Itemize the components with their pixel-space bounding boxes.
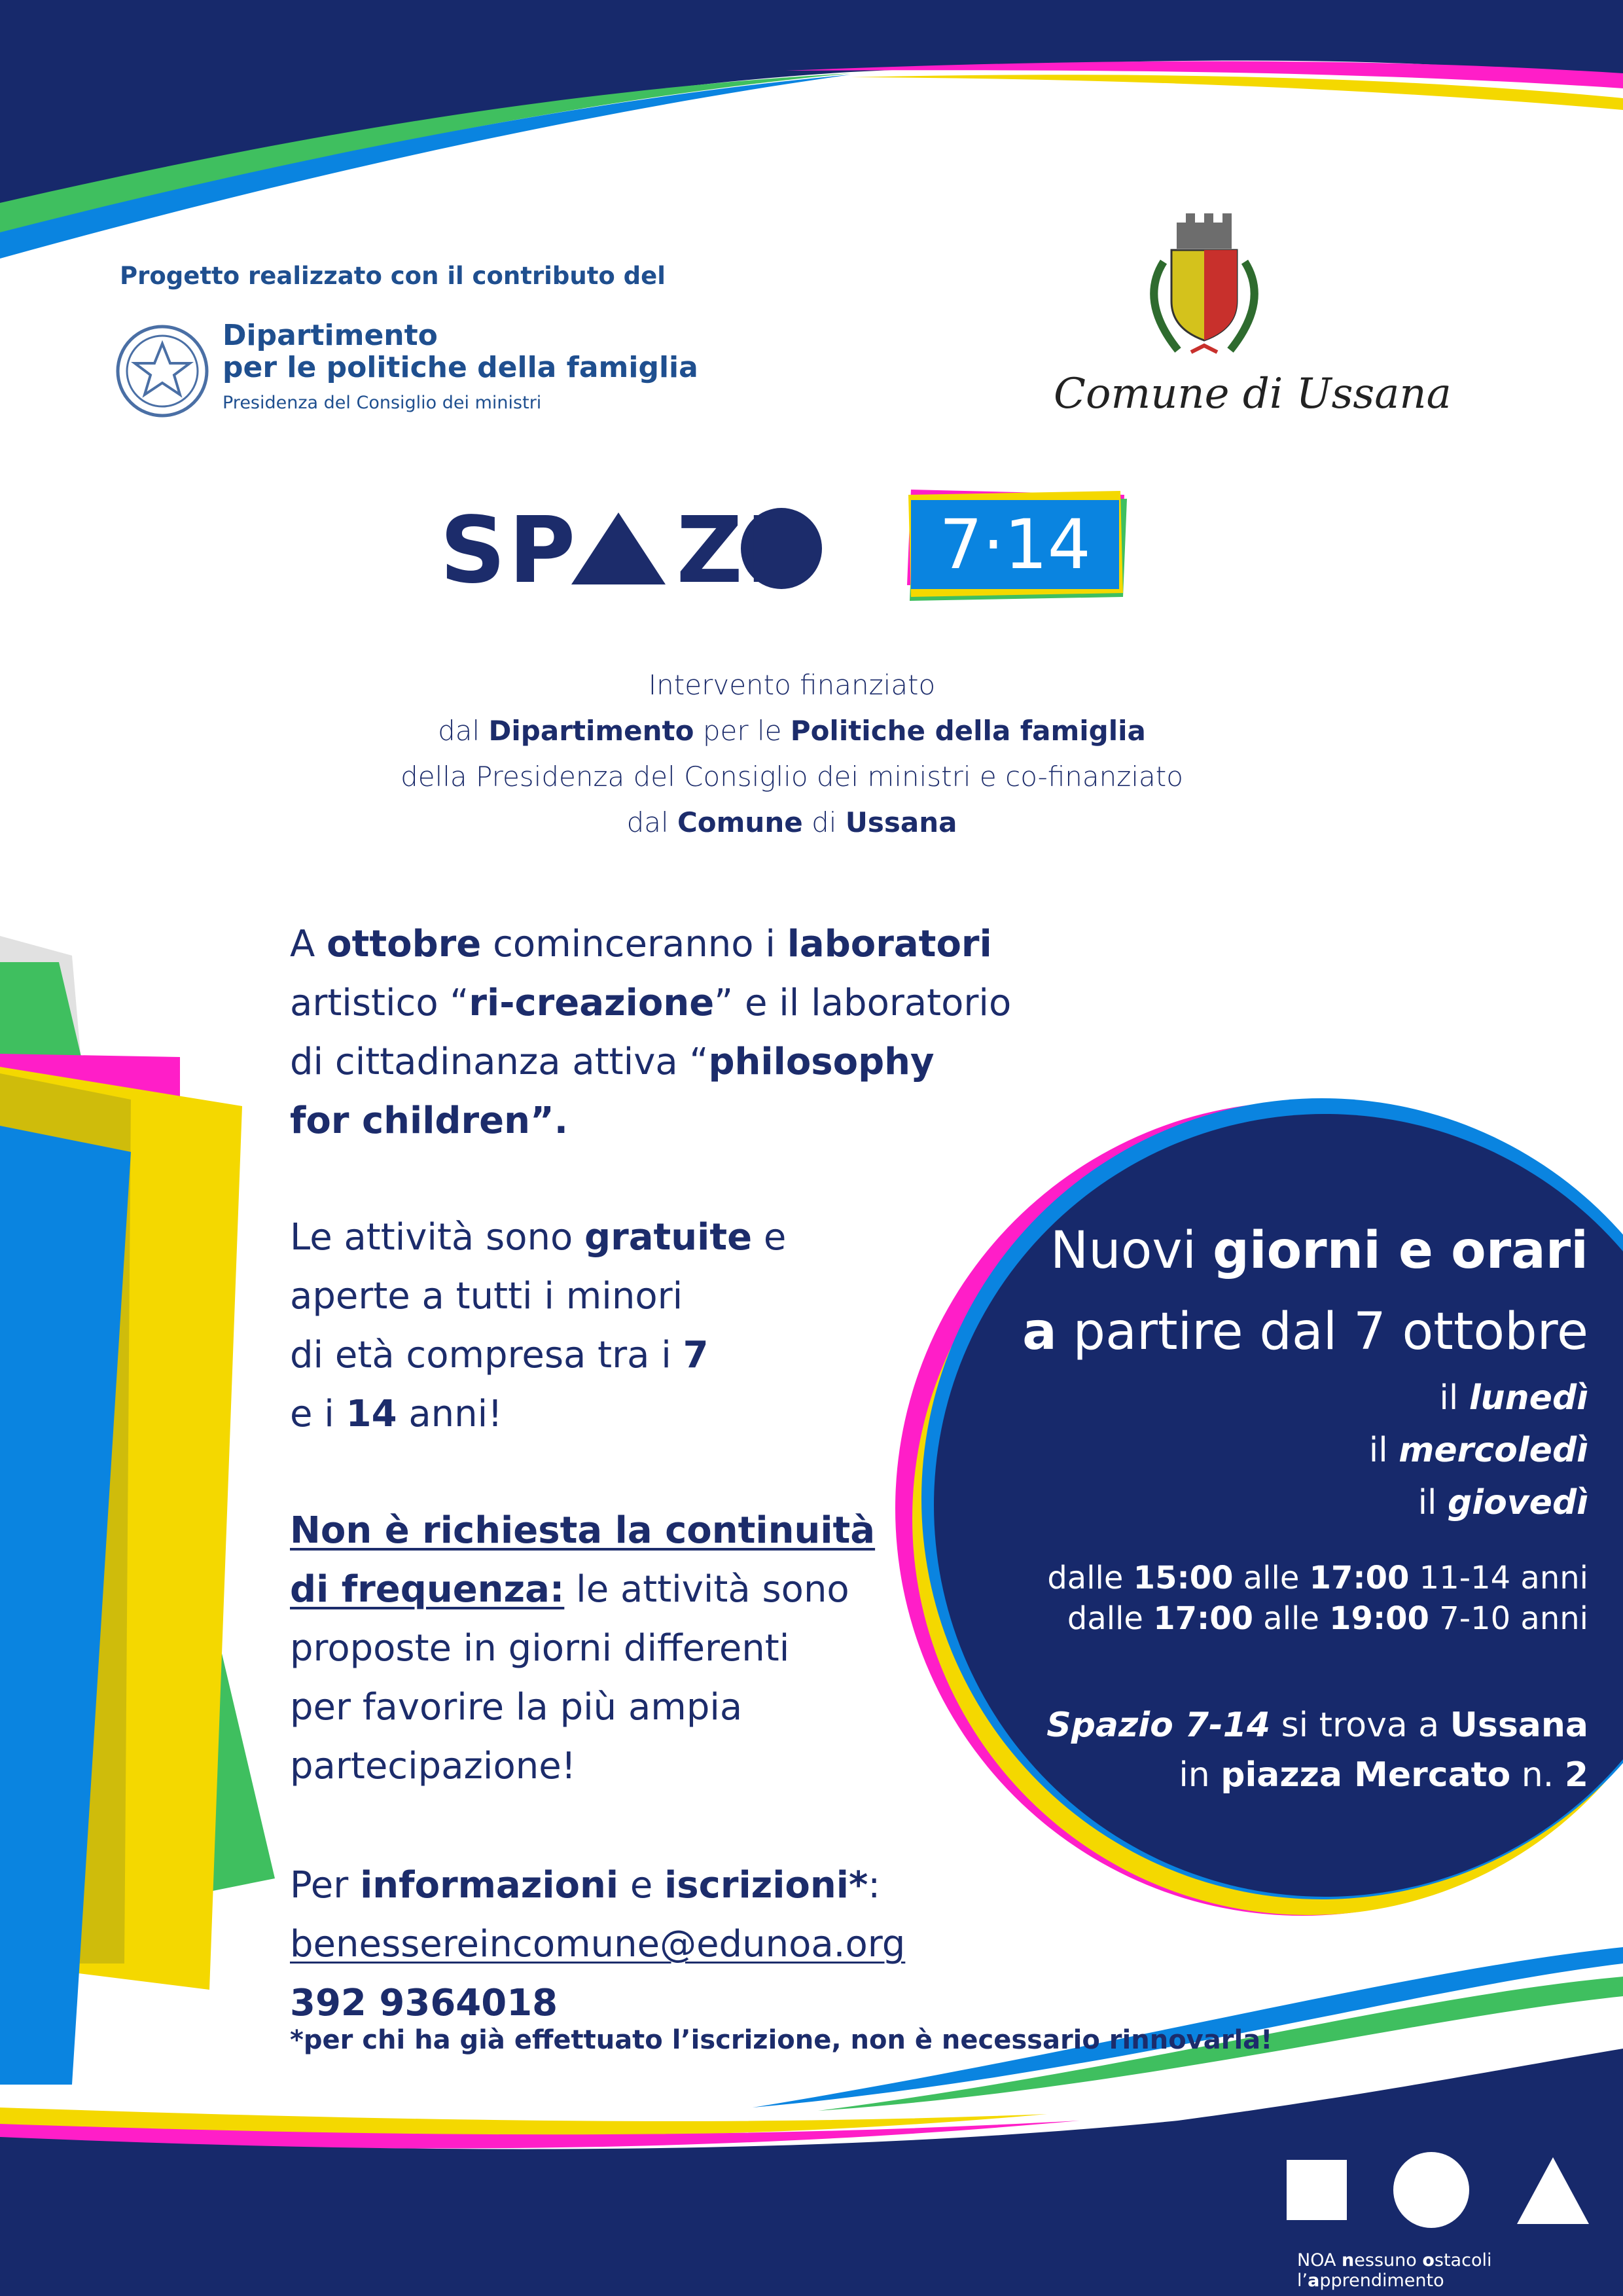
- noa-square-icon: [1287, 2160, 1347, 2220]
- ussana-coat-of-arms-icon: [1154, 213, 1254, 352]
- funding-line4: dal Comune di Ussana: [626, 806, 957, 838]
- circle-location: Spazio 7-14 si trova a Ussana in piazza Mercato n. 2: [1046, 1706, 1588, 1795]
- spazio-logo-zi: ZI: [676, 497, 783, 604]
- comune-name: Comune di Ussana: [1054, 370, 1452, 418]
- paragraph-laboratories: A ottobre cominceranno i laboratori artistico “ri-creazione” e il laboratorio di cittadinanza attiva “philosophy for children”.: [290, 923, 1012, 1142]
- department-name-line1: Dipartimento: [223, 319, 438, 352]
- spazio-logo: [440, 497, 783, 604]
- paragraph-free-activities: Le attività sono gratuite e aperte a tutti i minori di età compresa tra i 7 e i 14 anni!: [290, 1216, 787, 1435]
- contact-email-link[interactable]: benessereincomune@edunoa.org: [290, 1923, 906, 1965]
- paragraph-contacts: Per informazioni e iscrizioni*: benessereincomune@edunoa.org 392 9364018: [290, 1864, 906, 2024]
- funding-line1: Intervento finanziato: [648, 669, 936, 701]
- funding-statement: [294, 662, 1289, 846]
- noa-tagline: NOA nessuno ostacoli l’apprendimento: [1297, 2250, 1492, 2291]
- sponsor-caption: Progetto realizzato con il contributo del: [120, 262, 666, 290]
- department-name-line2: per le politiche della famiglia: [223, 351, 698, 384]
- contact-phone[interactable]: 392 9364018: [290, 1982, 558, 2024]
- circle-hours: dalle 15:00 alle 17:00 11-14 anni dalle 17:00 alle 19:00 7-10 anni: [1047, 1560, 1588, 1637]
- circle-title-line2: a partire dal 7 ottobre: [1022, 1302, 1588, 1361]
- circle-days: il lunedì il mercoledì il giovedì: [1368, 1378, 1588, 1522]
- funding-line2: dal Dipartimento per le Politiche della famiglia: [438, 715, 1146, 747]
- department-presidency: Presidenza del Consiglio dei ministri: [223, 393, 542, 413]
- footnote: *per chi ha già effettuato l’iscrizione, non è necessario rinnovarla!: [290, 2025, 1273, 2055]
- funding-line3: della Presidenza del Consiglio dei ministri e co-finanziato: [401, 761, 1183, 793]
- circle-title-line1: Nuovi giorni e orari: [1050, 1221, 1588, 1280]
- italian-republic-emblem-icon: [118, 327, 207, 416]
- badge-7-14-label: 7·14: [939, 505, 1091, 584]
- spazio-logo-sp: SP: [440, 497, 579, 604]
- paragraph-attendance: Non è richiesta la continuità di frequenza: le attività sono proposte in giorni differenti per favorire la più ampia partecipazione!: [290, 1509, 876, 1787]
- noa-circle-icon: [1393, 2152, 1469, 2228]
